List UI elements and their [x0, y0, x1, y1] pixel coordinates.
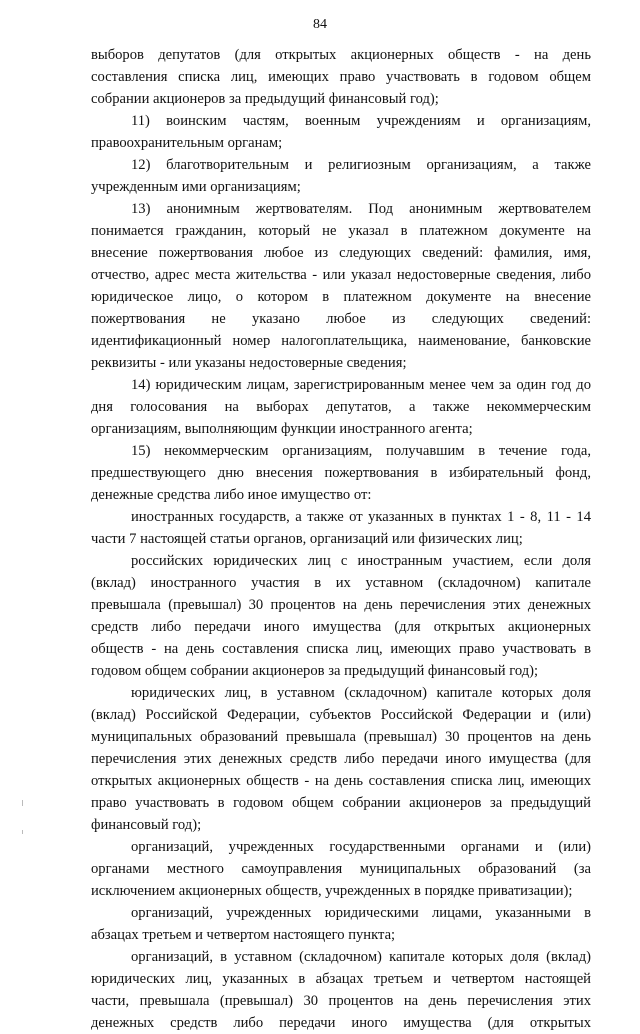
text-line: перечисления этих денежных средств либо передачи иного имущества (для [91, 751, 591, 767]
text-line: иностранных государств, а также от указанных в пунктах 1 - 8, 11 - 14 [131, 509, 591, 525]
text-line: органами местного самоуправления муниципальных образований (за [91, 861, 591, 877]
text-line: реквизиты - или указаны недостоверные сведения; [91, 355, 407, 371]
text-line: предшествующего дню внесения пожертвования в избирательный фонд, [91, 465, 591, 481]
text-line: превышала (превышал) 30 процентов на день перечисления этих денежных [91, 597, 591, 613]
text-line: организаций, учрежденных государственными органами и (или) [131, 839, 591, 855]
text-line: пожертвования не указано любое из следующих сведений: [91, 311, 591, 327]
text-line: юридическое лицо, о котором в платежном документе на внесение [91, 289, 591, 305]
text-line: юридических лиц, в уставном (складочном) капитале которых доля [131, 685, 591, 701]
text-line: отчество, адрес места жительства - или указал недостоверные сведения, либо [91, 267, 591, 283]
text-line: идентификационный номер налогоплательщика, наименование, банковские [91, 333, 591, 349]
scan-artifact [22, 800, 23, 806]
text-line: (вклад) иностранного участия в их уставном (складочном) капитале [91, 575, 591, 591]
text-line: исключением акционерных обществ, учрежденных в порядке приватизации); [91, 883, 573, 899]
text-line: средств либо передачи иного имущества (для открытых акционерных [91, 619, 591, 635]
text-line: учрежденным ими организациям; [91, 179, 301, 195]
text-line: 13) анонимным жертвователям. Под анонимным жертвователем [131, 201, 591, 217]
text-line: 11) воинским частям, военным учреждениям и организациям, [131, 113, 591, 129]
text-line: организаций, в уставном (складочном) капитале которых доля (вклад) [131, 949, 591, 965]
text-line: право участвовать в годовом общем собрании акционеров за предыдущий [91, 795, 591, 811]
text-line: составления списка лиц, имеющих право участвовать в годовом общем [91, 69, 591, 85]
text-line: выборов депутатов (для открытых акционерных обществ - на день [91, 47, 591, 63]
document-body [91, 44, 591, 1034]
text-line: юридических лиц, указанных в абзацах третьем и четвертом настоящей [91, 971, 591, 987]
text-line: 14) юридическим лицам, зарегистрированным менее чем за один год до [131, 377, 591, 393]
text-line: организаций, учрежденных юридическими лицами, указанными в [131, 905, 591, 921]
text-line: части 7 настоящей статьи органов, организаций или физических лиц; [91, 531, 523, 547]
text-line: годовом общем собрании акционеров за предыдущий финансовый год); [91, 663, 539, 679]
text-line: обществ - на день составления списка лиц, имеющих право участвовать в [91, 641, 591, 657]
text-line: понимается гражданин, который не указал в платежном документе на [91, 223, 591, 239]
page-number: 84 [313, 17, 327, 32]
scan-artifact [22, 830, 23, 834]
text-line: внесение пожертвования любое из следующих сведений: фамилия, имя, [91, 245, 591, 261]
text-line: денежные средства либо иное имущество от: [91, 487, 372, 503]
text-line: собрании акционеров за предыдущий финансовый год); [91, 91, 439, 107]
text-line: финансовый год); [91, 817, 202, 833]
text-line: российских юридических лиц с иностранным участием, если доля [131, 553, 591, 569]
text-line: части, превышала (превышал) 30 процентов на день перечисления этих [91, 993, 591, 1009]
text-line: абзацах третьем и четвертом настоящего пункта; [91, 927, 396, 943]
text-line: (вклад) Российской Федерации, субъектов Российской Федерации и (или) [91, 707, 591, 723]
text-line: 15) некоммерческим организациям, получавшим в течение года, [131, 443, 591, 459]
text-line: денежных средств либо передачи иного имущества (для открытых [91, 1015, 591, 1031]
text-line: 12) благотворительным и религиозным организациям, а также [131, 157, 591, 173]
text-line: правоохранительным органам; [91, 135, 283, 151]
text-line: дня голосования на выборах депутатов, а также некоммерческим [91, 399, 591, 415]
text-line: организациям, выполняющим функции иностранного агента; [91, 421, 473, 437]
text-line: муниципальных образований превышала (превышал) 30 процентов на день [91, 729, 591, 745]
text-line: открытых акционерных обществ - на день составления списка лиц, имеющих [91, 773, 591, 789]
